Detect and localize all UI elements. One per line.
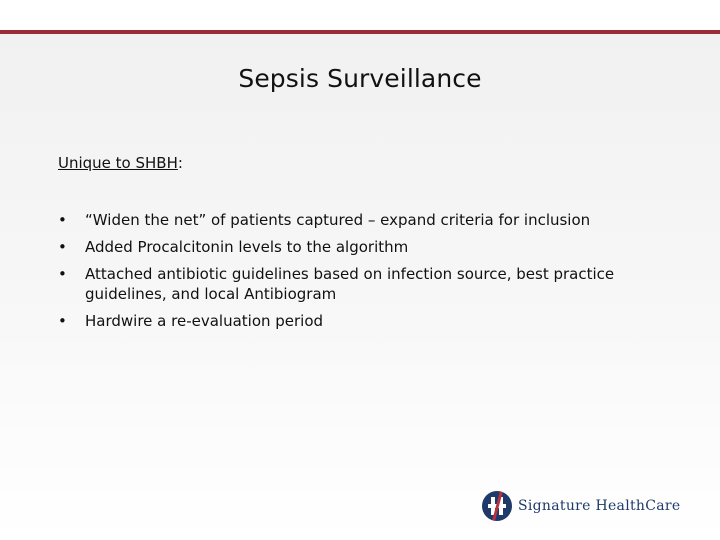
bullet-text: “Widen the net” of patients captured – expand criteria for inclusion (85, 211, 591, 229)
bullet-icon: • (58, 312, 67, 330)
subheading (58, 154, 183, 172)
bullet-icon: • (58, 211, 67, 229)
bullet-list (58, 210, 688, 338)
subheading-underlined-text: Unique to SHBH (58, 154, 178, 172)
bullet-item (58, 311, 688, 331)
bullet-item (58, 237, 688, 257)
bullet-text: Attached antibiotic guidelines based on infection source, best practice guidelines, and local Antibiogram (85, 265, 615, 303)
bullet-icon: • (58, 238, 67, 256)
subheading-suffix: : (177, 154, 183, 172)
bullet-item (58, 264, 685, 304)
bullet-icon: • (58, 265, 67, 283)
logo-text: Signature HealthCare (518, 498, 681, 514)
bullet-text: Hardwire a re-evaluation period (85, 312, 324, 330)
logo-emblem-icon (482, 491, 512, 521)
signature-healthcare-logo (482, 490, 680, 522)
bullet-item (58, 210, 688, 230)
bullet-text: Added Procalcitonin levels to the algorithm (85, 238, 409, 256)
slide-title: Sepsis Surveillance (238, 64, 482, 93)
